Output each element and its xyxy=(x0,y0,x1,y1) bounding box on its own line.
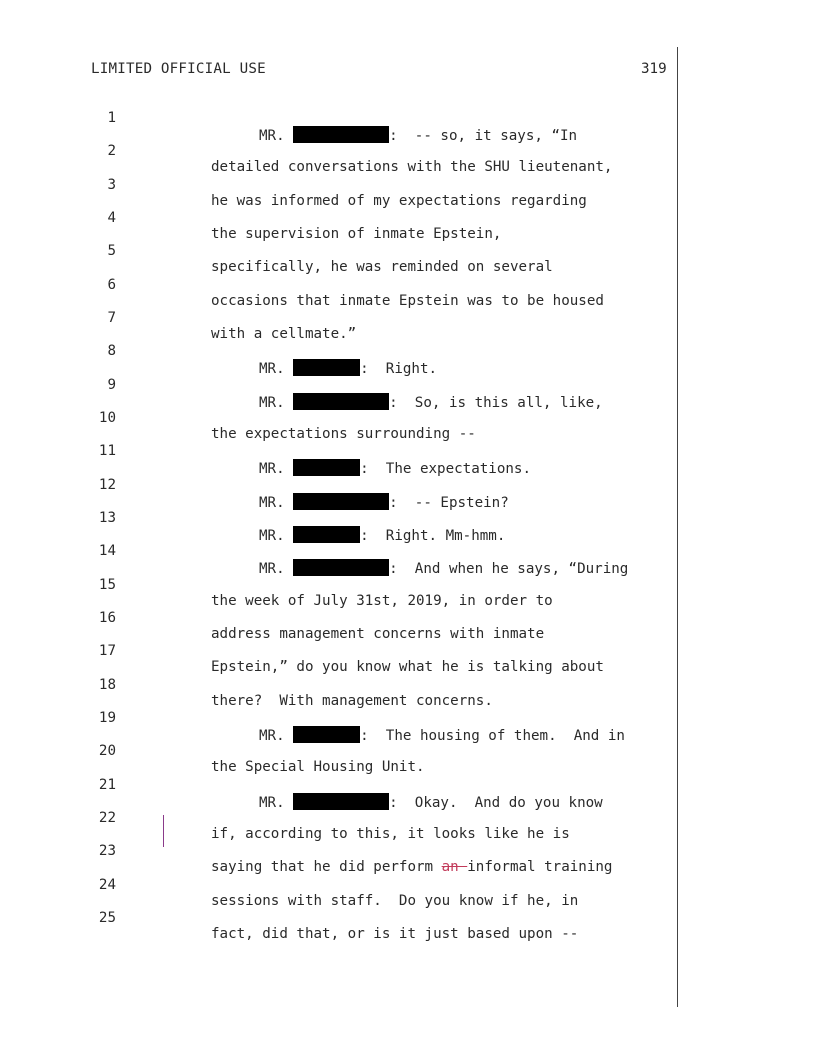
speaker-prefix: MR. xyxy=(259,528,285,544)
line-text: So, is this all, like, xyxy=(397,395,603,411)
line-text: -- so, it says, “In xyxy=(397,128,578,144)
line-number: 13 xyxy=(98,510,116,526)
transcript-line xyxy=(0,694,816,744)
speaker-prefix: MR. xyxy=(259,361,285,377)
line-number: 5 xyxy=(107,243,116,259)
struck-text: an xyxy=(441,859,468,875)
line-number: 22 xyxy=(98,810,116,826)
transcript-line xyxy=(0,627,816,675)
line-number: 1 xyxy=(107,110,116,126)
line-text: specifically, he was reminded on several xyxy=(211,259,553,275)
line-number: 16 xyxy=(98,610,116,626)
line-text: Right. Mm-hmm. xyxy=(368,528,506,544)
line-number: 8 xyxy=(107,343,116,359)
line-number: 17 xyxy=(98,643,116,659)
line-text: The housing of them. And in xyxy=(368,728,625,744)
line-number: 12 xyxy=(98,477,116,493)
line-text: And when he says, “During xyxy=(397,561,629,577)
line-number: 24 xyxy=(98,877,116,893)
speaker-colon: : xyxy=(389,795,398,811)
header-classification: LIMITED OFFICIAL USE xyxy=(91,61,266,77)
transcript-line xyxy=(0,127,816,175)
line-text: -- Epstein? xyxy=(397,495,509,511)
transcript-line xyxy=(0,794,816,842)
speaker-colon: : xyxy=(389,561,398,577)
line-text: if, according to this, it looks like he is xyxy=(211,826,570,842)
transcript-line xyxy=(0,894,816,942)
line-text: sessions with staff. Do you know if he, in xyxy=(211,893,579,909)
line-number: 23 xyxy=(98,843,116,859)
line-text: occasions that inmate Epstein was to be housed xyxy=(211,293,604,309)
line-number: 4 xyxy=(107,210,116,226)
transcript-line xyxy=(0,227,816,275)
line-text-after: informal training xyxy=(467,859,613,875)
transcript-line xyxy=(0,594,816,642)
line-number: 15 xyxy=(98,577,116,593)
transcript-line xyxy=(0,427,816,477)
speaker-colon: : xyxy=(389,495,398,511)
line-text: with a cellmate.” xyxy=(211,326,357,342)
speaker-prefix: MR. xyxy=(259,395,285,411)
line-number: 9 xyxy=(107,377,116,393)
transcript-line xyxy=(0,327,816,377)
line-number: 25 xyxy=(98,910,116,926)
transcript-line xyxy=(0,761,816,811)
line-text: Epstein,” do you know what he is talking about xyxy=(211,659,604,675)
line-text: Okay. And do you know xyxy=(397,795,603,811)
transcript-line xyxy=(0,94,816,144)
line-text: the week of July 31st, 2019, in order to xyxy=(211,593,553,609)
speaker-prefix: MR. xyxy=(259,128,285,144)
speaker-colon: : xyxy=(360,461,369,477)
line-text: detailed conversations with the SHU lieutenant, xyxy=(211,159,613,175)
line-number: 20 xyxy=(98,743,116,759)
line-text: the expectations surrounding -- xyxy=(211,426,476,442)
line-text: there? With management concerns. xyxy=(211,693,493,709)
speaker-prefix: MR. xyxy=(259,728,285,744)
line-text: address management concerns with inmate xyxy=(211,626,545,642)
line-number: 11 xyxy=(98,443,116,459)
page-number: 319 xyxy=(641,61,667,77)
line-number: 3 xyxy=(107,177,116,193)
transcript-line xyxy=(0,727,816,775)
line-number: 19 xyxy=(98,710,116,726)
line-text: The expectations. xyxy=(368,461,532,477)
transcript-line xyxy=(0,861,816,909)
speaker-colon: : xyxy=(360,728,369,744)
line-number: 18 xyxy=(98,677,116,693)
transcript-line xyxy=(0,261,816,309)
transcript-line xyxy=(0,161,816,209)
transcript-line xyxy=(0,527,816,577)
line-number: 2 xyxy=(107,143,116,159)
transcript-line xyxy=(0,494,816,544)
line-number: 14 xyxy=(98,543,116,559)
transcript-line xyxy=(0,194,816,242)
line-number: 10 xyxy=(98,410,116,426)
transcript-line xyxy=(0,661,816,709)
line-text: fact, did that, or is it just based upon -- xyxy=(211,926,579,942)
transcript-line xyxy=(0,294,816,342)
line-number: 21 xyxy=(98,777,116,793)
line-number: 7 xyxy=(107,310,116,326)
transcript-line xyxy=(0,827,816,875)
speaker-prefix: MR. xyxy=(259,561,285,577)
speaker-colon: : xyxy=(360,528,369,544)
speaker-prefix: MR. xyxy=(259,495,285,511)
speaker-colon: : xyxy=(360,361,369,377)
line-text: the Special Housing Unit. xyxy=(211,759,425,775)
line-text: Right. xyxy=(368,361,438,377)
speaker-colon: : xyxy=(389,128,398,144)
transcript-line xyxy=(0,394,816,442)
line-number: 6 xyxy=(107,277,116,293)
transcript-line xyxy=(0,561,816,609)
transcript-line xyxy=(0,461,816,511)
transcript-line xyxy=(0,361,816,411)
speaker-colon: : xyxy=(389,395,398,411)
line-text: the supervision of inmate Epstein, xyxy=(211,226,502,242)
speaker-prefix: MR. xyxy=(259,461,285,477)
line-text-before: saying that he did perform xyxy=(211,859,442,875)
line-text: he was informed of my expectations regarding xyxy=(211,193,587,209)
speaker-prefix: MR. xyxy=(259,795,285,811)
